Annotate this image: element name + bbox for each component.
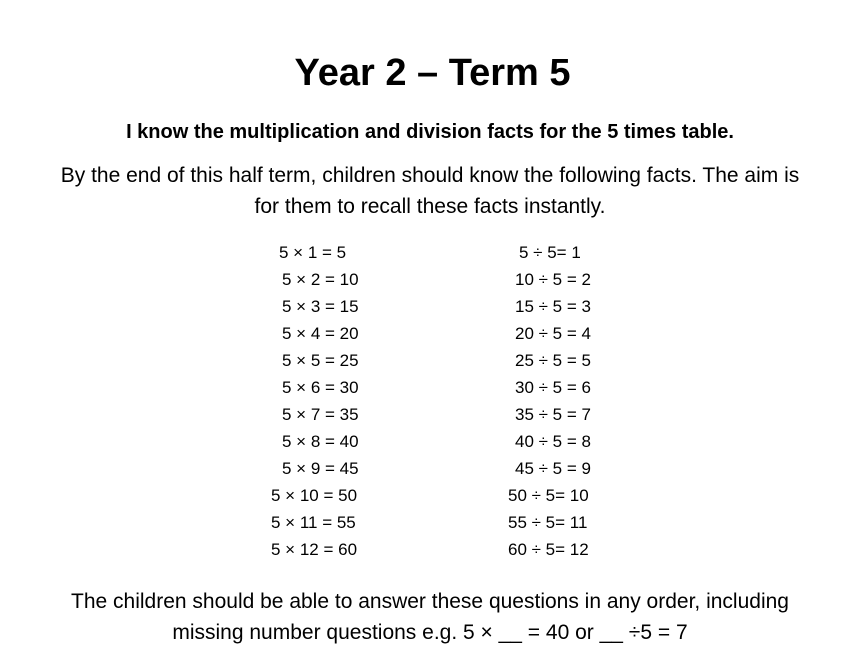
- multiplication-fact: 5 × 10 = 50: [271, 486, 358, 505]
- multiplication-fact: 5 × 5 = 25: [282, 351, 359, 370]
- multiplication-fact: 5 × 2 = 10: [282, 270, 359, 289]
- division-fact: 40 ÷ 5 = 8: [515, 432, 591, 451]
- multiplication-fact: 5 × 4 = 20: [282, 324, 359, 343]
- multiplication-fact: 5 × 9 = 45: [282, 459, 359, 478]
- learning-objective: I know the multiplication and division facts for the 5 times table.: [126, 121, 734, 143]
- division-fact: 30 ÷ 5 = 6: [515, 378, 591, 397]
- multiplication-fact: 5 × 8 = 40: [282, 432, 359, 451]
- division-fact: 60 ÷ 5= 12: [508, 540, 589, 559]
- division-fact: 50 ÷ 5= 10: [508, 486, 589, 505]
- division-fact: 35 ÷ 5 = 7: [515, 405, 591, 424]
- multiplication-fact: 5 × 12 = 60: [271, 540, 358, 559]
- page-title: Year 2 – Term 5: [294, 52, 571, 94]
- intro-paragraph: By the end of this half term, children should know the following facts. The aim is for them to recall these facts instantly.: [60, 164, 800, 218]
- multiplication-fact: 5 × 3 = 15: [282, 297, 359, 316]
- facts-table: [0, 240, 865, 570]
- division-fact: 45 ÷ 5 = 9: [515, 459, 591, 478]
- division-fact: 25 ÷ 5 = 5: [515, 351, 591, 370]
- division-fact: 20 ÷ 5 = 4: [515, 324, 591, 343]
- multiplication-fact: 5 × 7 = 35: [282, 405, 359, 424]
- division-fact: 10 ÷ 5 = 2: [515, 270, 591, 289]
- division-fact: 15 ÷ 5 = 3: [515, 297, 591, 316]
- division-fact: 55 ÷ 5= 11: [508, 513, 588, 532]
- division-fact: 5 ÷ 5= 1: [519, 243, 581, 262]
- multiplication-fact: 5 × 11 = 55: [271, 513, 356, 532]
- multiplication-fact: 5 × 1 = 5: [279, 243, 347, 262]
- multiplication-fact: 5 × 6 = 30: [282, 378, 359, 397]
- closing-paragraph: The children should be able to answer these questions in any order, including missing number questions e.g. 5 × __ = 40 or __ ÷5 = 7: [71, 590, 789, 644]
